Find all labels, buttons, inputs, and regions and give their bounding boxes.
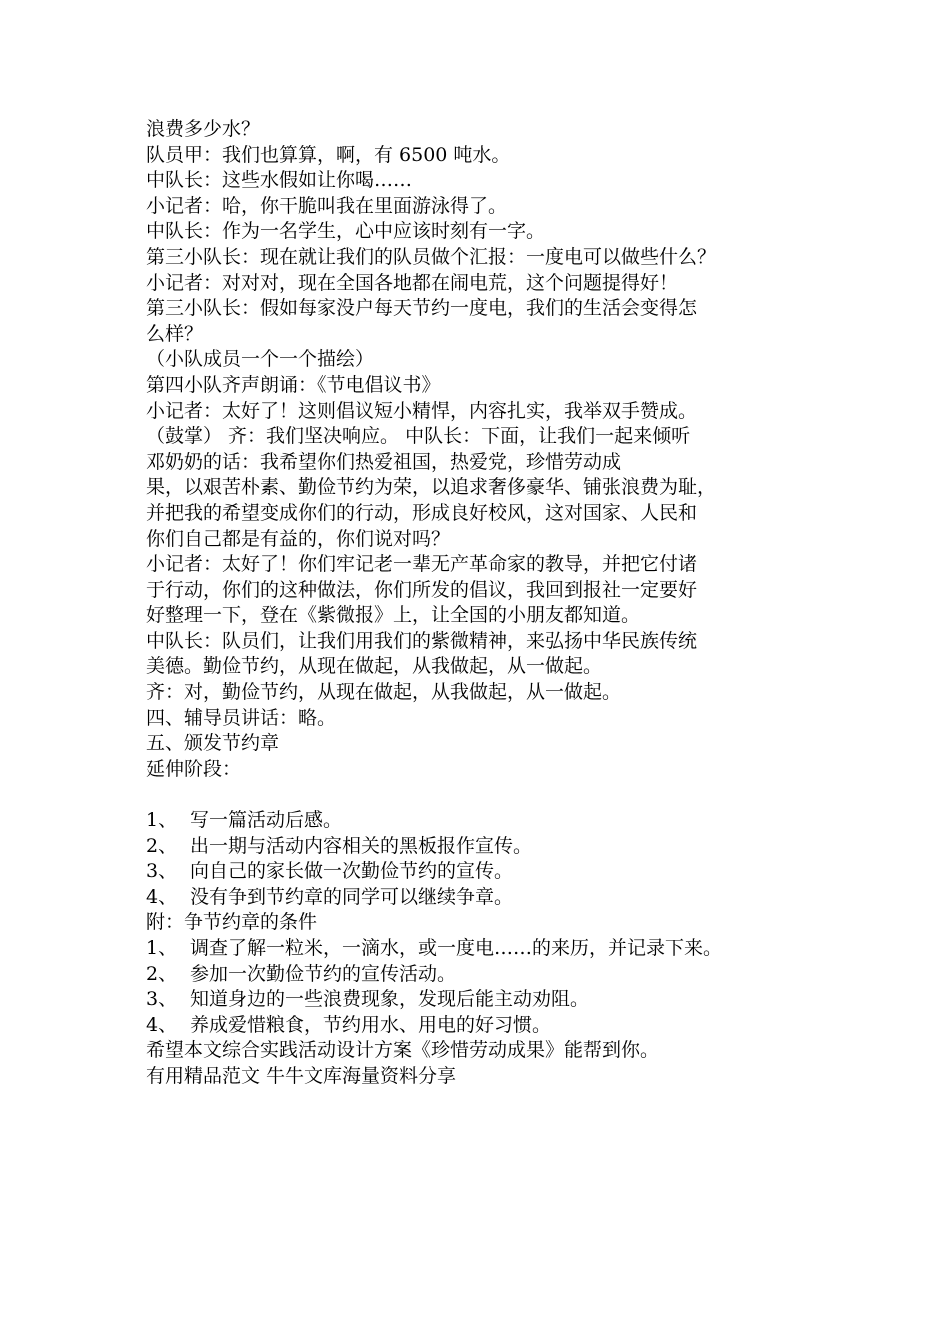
list-number: 3、 [146, 860, 178, 883]
extension-list [146, 808, 816, 910]
text-line: 中队长：这些水假如让你喝…… [146, 169, 413, 192]
text-line: 你们自己都是有益的，你们说对吗？ [146, 527, 451, 550]
list-text: 出一期与活动内容相关的黑板报作宣传。 [190, 834, 533, 857]
text-line: 浪费多少水？ [146, 118, 261, 140]
text-line: 第三小队长：现在就让我们的队员做个汇报：一度电可以做些什么？ [146, 245, 717, 268]
appendix-title: 附：争节约章的条件 [146, 911, 318, 934]
list-item [146, 885, 816, 911]
text-line: 小记者：对对对，现在全国各地都在闹电荒，这个问题提得好！ [146, 271, 679, 294]
text-line: （鼓掌） 齐：我们坚决响应。 中队长：下面，让我们一起来倾听 [146, 425, 691, 448]
text-line: 于行动，你们的这种做法，你们所发的倡议，我回到报社一定要好 [146, 578, 698, 601]
text-line: 并把我的希望变成你们的行动，形成良好校风，这对国家、人民和 [146, 501, 698, 524]
badge-conditions-list [146, 936, 816, 1038]
text-line: 么样？ [146, 322, 204, 345]
text-line: 五、颁发节约章 [146, 732, 280, 755]
list-number: 2、 [146, 962, 178, 985]
blank-line [146, 782, 816, 808]
list-number: 1、 [146, 937, 178, 959]
text-line: 好整理一下，登在《紫微报》上，让全国的小朋友都知道。 [146, 604, 641, 627]
footer-text: 有用精品范文 牛牛文库海量资料分享 [146, 1064, 457, 1087]
text-line: 中队长：作为一名学生，心中应该时刻有一字。 [146, 220, 546, 243]
section-heading: 延伸阶段： [146, 757, 242, 780]
list-item [146, 962, 816, 988]
document-page [146, 117, 816, 1090]
text-line: 队员甲：我们也算算，啊，有 6500 吨水。 [146, 143, 511, 166]
list-number: 4、 [146, 885, 178, 908]
list-text: 没有争到节约章的同学可以继续争章。 [190, 885, 514, 908]
text-line: 小记者：太好了！这则倡议短小精悍，内容扎实，我举双手赞成。 [146, 399, 698, 422]
list-item [146, 808, 816, 834]
script-section [146, 117, 816, 782]
text-line: 果，以艰苦朴素、勤俭节约为荣，以追求奢侈豪华、铺张浪费为耻， [146, 476, 717, 499]
list-number: 1、 [146, 809, 178, 832]
list-text: 知道身边的一些浪费现象，发现后能主动劝阻。 [190, 988, 590, 1011]
text-line: （小队成员一个一个描绘） [146, 348, 375, 371]
list-text: 写一篇活动后感。 [190, 809, 343, 832]
text-line: 美德。勤俭节约，从现在做起，从我做起，从一做起。 [146, 655, 603, 678]
text-line: 邓奶奶的话：我希望你们热爱祖国，热爱党，珍惜劳动成 [146, 450, 622, 473]
text-line: 齐：对，勤俭节约，从现在做起，从我做起，从一做起。 [146, 681, 622, 704]
list-number: 3、 [146, 988, 178, 1011]
list-item [146, 834, 816, 860]
text-line: 中队长：队员们，让我们用我们的紫微精神，来弘扬中华民族传统 [146, 629, 698, 652]
list-text: 向自己的家长做一次勤俭节约的宣传。 [190, 860, 514, 883]
text-line: 第四小队齐声朗诵：《节电倡议书》 [146, 373, 441, 396]
list-text: 调查了解一粒米，一滴水，或一度电……的来历，并记录下来。 [190, 937, 723, 959]
text-line: 第三小队长：假如每家没户每天节约一度电，我们的生活会变得怎 [146, 297, 698, 320]
text-line: 小记者：哈，你干脆叫我在里面游泳得了。 [146, 194, 508, 217]
list-item [146, 1013, 816, 1039]
list-number: 2、 [146, 834, 178, 857]
list-text: 参加一次勤俭节约的宣传活动。 [190, 962, 457, 985]
list-item [146, 987, 816, 1013]
text-line: 四、辅导员讲话：略。 [146, 706, 337, 729]
list-item [146, 859, 816, 885]
closing-text: 希望本文综合实践活动设计方案《珍惜劳动成果》能帮到你。 [146, 1039, 660, 1062]
list-text: 养成爱惜粮食，节约用水、用电的好习惯。 [190, 1013, 552, 1036]
text-line: 小记者：太好了！你们牢记老一辈无产革命家的教导，并把它付诸 [146, 553, 698, 576]
list-number: 4、 [146, 1013, 178, 1036]
list-item [146, 936, 816, 962]
